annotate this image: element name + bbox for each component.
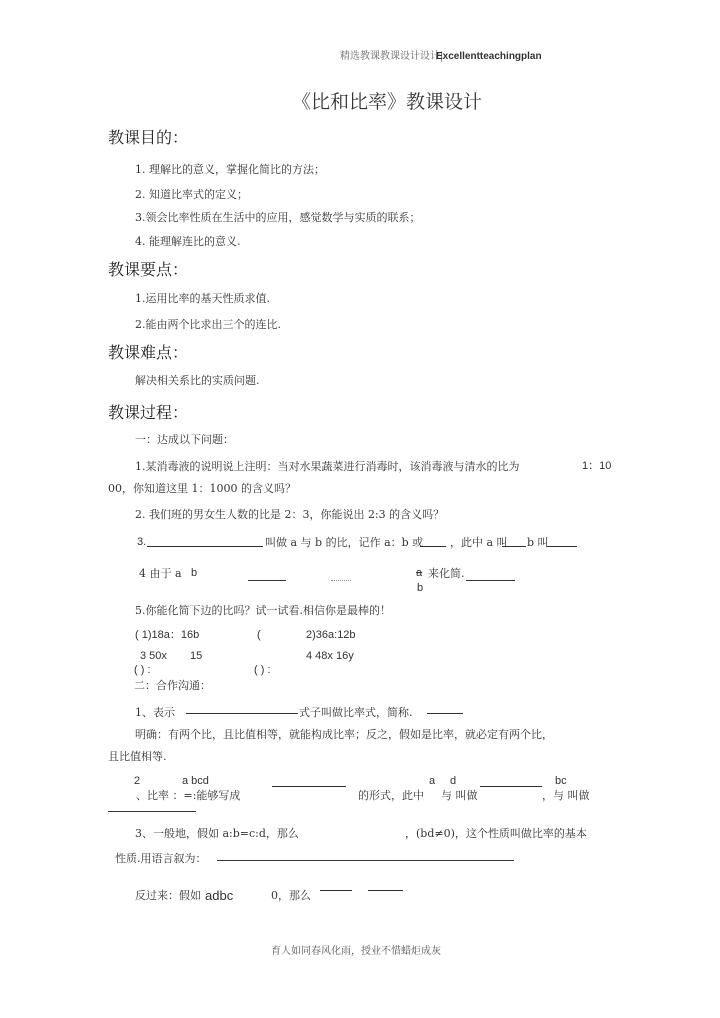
c2-bc: bc — [555, 775, 567, 787]
c1-text-2: 式子叫做比率式，简称. — [299, 706, 413, 719]
footer-motto: 育人如同春风化雨，授业不惜蜡炬成灰 — [271, 946, 441, 957]
c3-text-3: 性质.用语言叙为： — [115, 852, 207, 865]
q5-2-paren: ( — [257, 629, 261, 641]
q3-num: 3. — [137, 536, 147, 548]
q4-a: a — [416, 567, 423, 579]
c2-d: d — [450, 775, 457, 787]
heading-keypoints: 教课要点： — [108, 260, 189, 279]
blank-line — [248, 580, 286, 581]
blank-line — [186, 713, 298, 714]
objective-3: 3.领会比率性质在生活中的应用，感觉数学与实质的联系； — [135, 211, 421, 224]
q4-b: b — [191, 567, 198, 579]
c1-note: 明确：有两个比，且比值相等，就能构成比率；反之，假如是比率，就必定有两个比， — [135, 728, 553, 741]
objective-4: 4. 能理解连比的意义. — [135, 235, 241, 248]
blank-line — [466, 580, 515, 581]
part2-title: 二：合作沟通： — [134, 679, 211, 692]
c4-text-2: 0，那么 — [271, 889, 311, 902]
q5-3: 3 50x — [140, 650, 167, 662]
q4-text: 4 由于 a — [139, 567, 182, 580]
q5-3-b: 15 — [190, 650, 203, 662]
blank-line — [108, 811, 196, 812]
c4-adbc: adbc — [205, 888, 234, 903]
header-en: Excellentteachingplan — [436, 51, 542, 62]
blank-line — [147, 546, 263, 547]
c2-text-3: 与 叫做 — [441, 789, 478, 802]
q5-2: 2)36a:12b — [306, 629, 356, 641]
objective-1: 1. 理解比的意义，掌握化简比的方法； — [135, 163, 325, 176]
q1-cont: 00，你知道这里 1：1000 的含义吗？ — [108, 482, 296, 495]
c2-abcd: a bcd — [182, 775, 209, 787]
q5-3-paren: ( ) : — [134, 664, 151, 676]
page-title: 《比和比率》教课设计 — [292, 91, 483, 113]
blank-line — [331, 580, 351, 581]
blank-line — [217, 860, 514, 861]
blank-line — [368, 890, 403, 891]
header-cn: 精选教课教课设计设计| — [340, 51, 444, 62]
c2-a: a — [429, 775, 436, 787]
blank-line — [480, 786, 542, 787]
q5-text: 5.你能化简下边的比吗？试一试看.相信你是最棒的！ — [135, 604, 391, 617]
heading-difficulties: 教课难点： — [108, 343, 189, 362]
q5-1: ( 1)18a：16b — [135, 629, 200, 641]
q3-text-2: ，此中 a 叫 — [450, 536, 508, 549]
c3-text-2: ，(bd≠0)，这个性质叫做比率的基本 — [405, 827, 587, 840]
q3-text-3: b 叫 — [527, 536, 549, 549]
blank-line — [272, 786, 346, 787]
q4-denominator: b — [417, 582, 424, 594]
c2-text-4: ，与 叫做 — [542, 789, 590, 802]
blank-line — [502, 546, 526, 547]
heading-objectives: 教课目的： — [108, 128, 189, 147]
heading-process: 教课过程： — [108, 403, 189, 422]
blank-line — [547, 546, 577, 547]
blank-line — [320, 890, 352, 891]
c1-note-2: 且比值相等. — [108, 750, 167, 763]
c2-text: 、比率 ：=:能够写成 — [136, 789, 241, 802]
part1-title: 一：达成以下问题： — [135, 433, 234, 446]
c2-text-2: 的形式，此中 — [358, 789, 424, 802]
q4-text-2: 来化简. — [428, 567, 465, 580]
q5-4: 4 48x 16y — [306, 650, 354, 662]
q3-text: 叫做 a 与 b 的比，记作 a：b 或 — [265, 536, 424, 549]
blank-line — [427, 713, 463, 714]
keypoint-1: 1.运用比率的基天性质求值. — [135, 292, 270, 305]
c2-num: 2 — [134, 775, 141, 787]
c3-text: 3、一般地，假如 a:b=c:d，那么 — [135, 827, 299, 840]
objective-2: 2. 知道比率式的定义； — [135, 188, 248, 201]
q1-text: 1.某消毒液的说明说上注明：当对水果蔬菜进行消毒时，该消毒液与清水的比为 — [135, 460, 520, 473]
keypoint-2: 2.能由两个比求出三个的连比. — [135, 318, 281, 331]
q2-text: 2. 我们班的男女生人数的比是 2：3，你能说出 2:3 的含义吗？ — [135, 508, 445, 521]
c1-text: 1、表示 — [135, 706, 175, 719]
q1-ratio: 1：10 — [582, 460, 612, 472]
c4-text: 反过来：假如 — [135, 889, 201, 902]
difficulty-1: 解决相关系比的实质问题. — [135, 374, 260, 387]
q5-4-paren: ( ) : — [254, 664, 271, 676]
blank-line — [420, 546, 446, 547]
